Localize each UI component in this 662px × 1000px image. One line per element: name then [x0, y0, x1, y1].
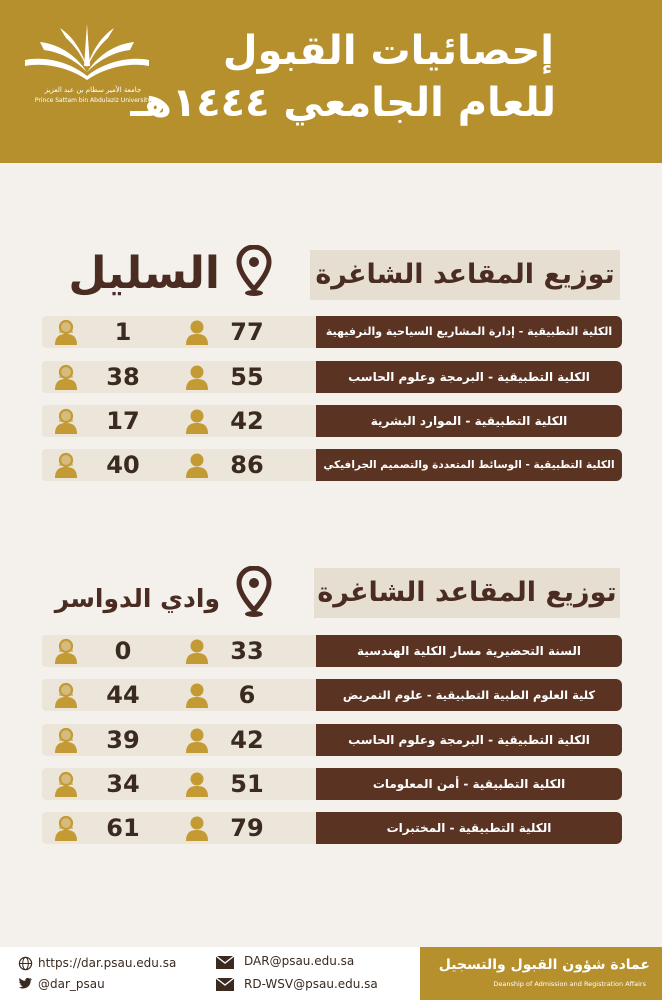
- female-icon: [54, 771, 78, 797]
- email-rd-wsv[interactable]: RD-WSV@psau.edu.sa: [244, 977, 378, 991]
- logo-arabic-text: جامعة الأمير سطام بن عبد العزيز: [44, 86, 142, 94]
- female-count: 1: [114, 318, 132, 346]
- logo-english-text: Prince Sattam bin Abdulaziz University: [34, 97, 152, 104]
- female-count: 34: [106, 770, 140, 798]
- footer: [0, 947, 662, 1000]
- college-name: الكلية التطبيقية - الموارد البشرية: [316, 405, 622, 437]
- female-count: 0: [114, 637, 132, 665]
- table-row: [42, 635, 622, 667]
- female-count: 61: [106, 814, 140, 842]
- female-icon: [54, 682, 78, 708]
- female-icon: [54, 408, 78, 434]
- female-icon: [54, 727, 78, 753]
- college-name: السنة التحضيرية مسار الكلية الهندسية: [316, 635, 622, 667]
- twitter-handle[interactable]: @dar_psau: [38, 977, 105, 991]
- email-icon: [215, 975, 235, 993]
- table-row: [42, 449, 622, 481]
- male-icon: [185, 682, 209, 708]
- male-count: 42: [230, 726, 264, 754]
- college-name: كلية العلوم الطبية التطبيقية - علوم التمريض: [316, 679, 622, 711]
- male-icon: [185, 815, 209, 841]
- college-name: الكلية التطبيقية - أمن المعلومات: [316, 768, 622, 800]
- table-row: [42, 361, 622, 393]
- female-count: 40: [106, 451, 140, 479]
- male-icon: [185, 727, 209, 753]
- deanship-name-en: Deanship of Admission and Registration Affairs: [493, 980, 646, 988]
- deanship-badge: [420, 947, 662, 1000]
- city-name-sulayyil: السليل: [68, 248, 220, 299]
- table-row: [42, 768, 622, 800]
- college-name: الكلية التطبيقية - الوسائط المتعددة والتصميم الجرافيكي: [316, 449, 622, 481]
- table-row: [42, 724, 622, 756]
- email-icon: [215, 953, 235, 971]
- section-title-sulayyil: توزيع المقاعد الشاغرة: [310, 250, 620, 300]
- twitter-icon: [18, 977, 33, 990]
- male-count: 86: [230, 451, 264, 479]
- male-count: 42: [230, 407, 264, 435]
- female-count: 44: [106, 681, 140, 709]
- female-icon: [54, 364, 78, 390]
- college-name: الكلية التطبيقية - البرمجة وعلوم الحاسب: [316, 361, 622, 393]
- male-count: 51: [230, 770, 264, 798]
- location-pin-icon: [236, 566, 272, 618]
- male-count: 33: [230, 637, 264, 665]
- male-count: 6: [238, 681, 256, 709]
- male-count: 77: [230, 318, 264, 346]
- female-icon: [54, 815, 78, 841]
- male-icon: [185, 364, 209, 390]
- table-row: [42, 316, 622, 348]
- female-count: 39: [106, 726, 140, 754]
- female-icon: [54, 638, 78, 664]
- section-title-wadi-aldawasir: توزيع المقاعد الشاغرة: [314, 568, 620, 618]
- email-dar[interactable]: DAR@psau.edu.sa: [244, 954, 355, 968]
- city-name-wadi-aldawasir: وادي الدواسر: [54, 584, 220, 613]
- female-icon: [54, 319, 78, 345]
- female-icon: [54, 452, 78, 478]
- male-icon: [185, 319, 209, 345]
- male-icon: [185, 638, 209, 664]
- male-icon: [185, 771, 209, 797]
- location-pin-icon: [236, 245, 272, 297]
- male-icon: [185, 408, 209, 434]
- female-count: 38: [106, 363, 140, 391]
- table-row: [42, 812, 622, 844]
- male-count: 79: [230, 814, 264, 842]
- college-name: الكلية التطبيقية - البرمجة وعلوم الحاسب: [316, 724, 622, 756]
- deanship-name-ar: عمادة شؤون القبول والتسجيل: [438, 957, 650, 973]
- globe-icon: [18, 956, 33, 971]
- page-title-line1: إحصائيات القبول: [222, 28, 554, 74]
- college-name: الكلية التطبيقية - إدارة المشاريع السياحية والترفيهية: [316, 316, 622, 348]
- table-row: [42, 679, 622, 711]
- male-icon: [185, 452, 209, 478]
- female-count: 17: [106, 407, 140, 435]
- page-title-line2: للعام الجامعي ١٤٤٤هـ: [130, 80, 556, 126]
- table-row: [42, 405, 622, 437]
- male-count: 55: [230, 363, 264, 391]
- header-banner: [0, 0, 662, 163]
- college-name: الكلية التطبيقية - المختبرات: [316, 812, 622, 844]
- website-link[interactable]: https://dar.psau.edu.sa: [38, 956, 177, 970]
- book-logo-icon: [20, 22, 155, 84]
